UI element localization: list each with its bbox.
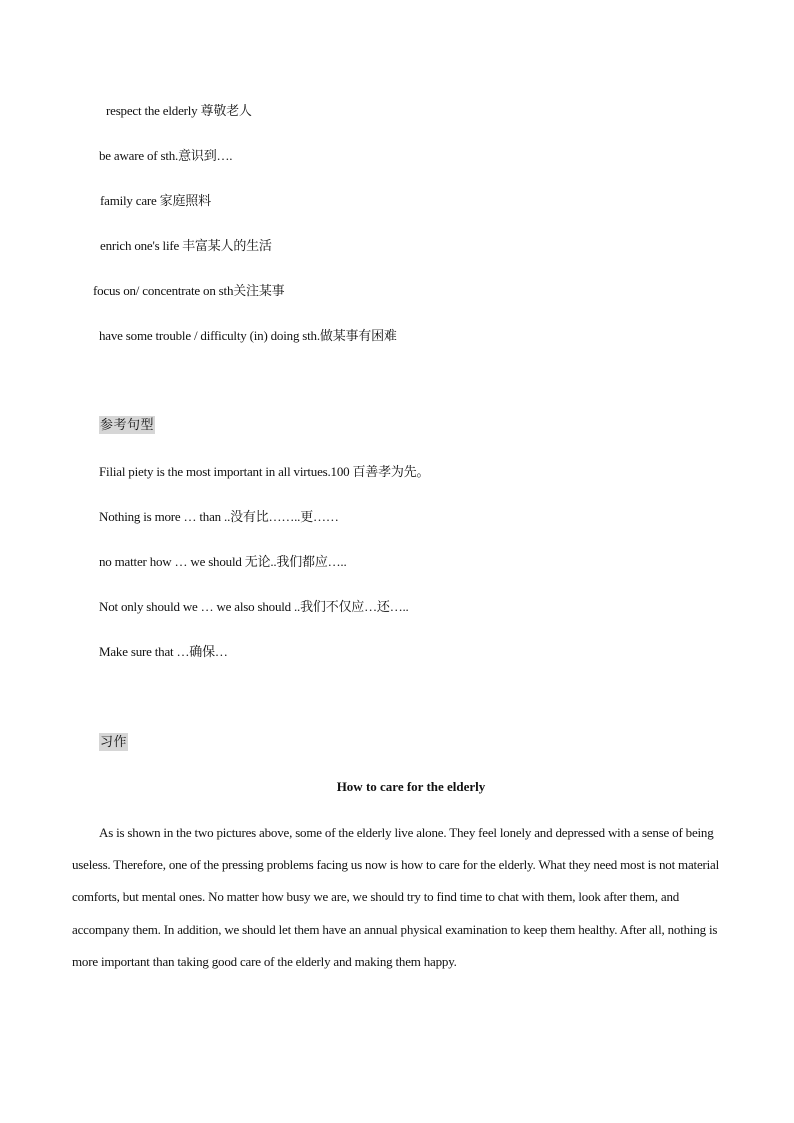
phrase-item: family care 家庭照料 (100, 193, 211, 208)
sentences-heading: 参考句型 (100, 417, 155, 432)
sentence-item: Make sure that …确保… (99, 644, 228, 659)
sentence-item: Nothing is more … than ..没有比……..更…… (99, 509, 339, 524)
sentence-item: no matter how … we should 无论..我们都应….. (99, 554, 347, 569)
essay-title: How to care for the elderly (336, 779, 486, 794)
composition-heading: 习作 (100, 734, 128, 749)
phrase-item: be aware of sth.意识到…. (99, 148, 233, 163)
essay-body-text: As is shown in the two pictures above, some of the elderly live alone. They feel lonely and depressed with a sense of being useless. Therefore, one of the pressing problems facing us now is how to care for the elderly. What they need most is not material comforts, but mental ones. No matter how busy we are, we should try to find time to chat with them, look after them, and accompany them. In addition, we should let them have an annual physical examination to keep them healthy. After all, nothing is more important than taking good care of the elderly and making them happy. (72, 825, 720, 969)
phrase-item: enrich one's life 丰富某人的生活 (100, 238, 272, 253)
sentence-item: Filial piety is the most important in all virtues.100 百善孝为先。 (99, 464, 430, 479)
essay-body (72, 817, 722, 978)
phrase-item: respect the elderly 尊敬老人 (106, 103, 252, 118)
phrase-item: focus on/ concentrate on sth关注某事 (93, 283, 285, 298)
sentence-item: Not only should we … we also should ..我们不仅应…还….. (99, 599, 409, 614)
phrase-item: have some trouble / difficulty (in) doing sth.做某事有困难 (99, 328, 397, 343)
